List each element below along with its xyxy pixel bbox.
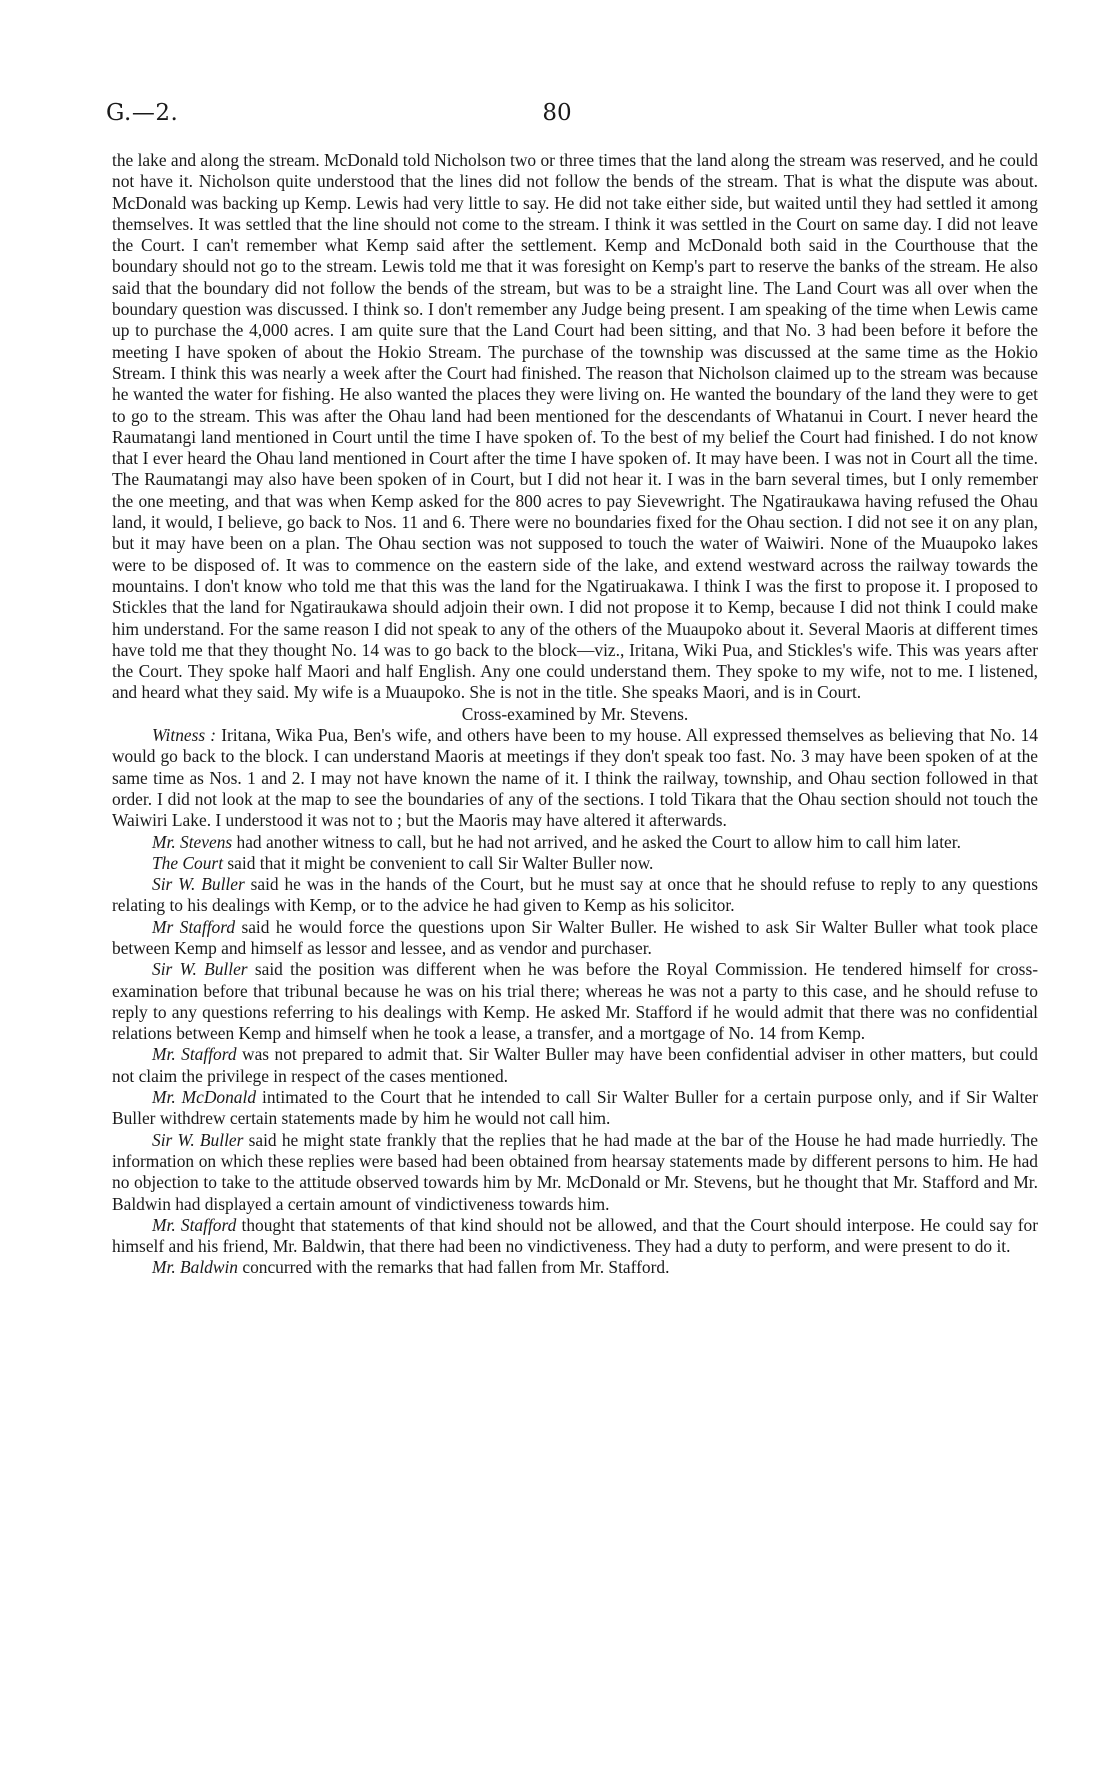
paragraph: Mr. McDonald intimated to the Court that he intended to call Sir Walter Buller for a certain purpose only, and if Sir Walter Buller withdrew certain statements made by him he would not call him. — [112, 1087, 1038, 1129]
paragraph: Sir W. Buller said the position was different when he was before the Royal Commission. He tendered himself for cross-examination before that tribunal because he was on his trial there; whereas he was not a party to this case, and he should refuse to reply to any questions referring to his dealings with Kemp. He asked Mr. Stafford if he would admit that there was no confidential relations between Kemp and himself when he took a lease, a transfer, and a mortgage of No. 14 from Kemp. — [112, 959, 1038, 1044]
speaker-name: Sir W. Buller — [152, 874, 245, 895]
paragraph: Mr. Baldwin concurred with the remarks that had fallen from Mr. Stafford. — [152, 1257, 670, 1278]
paragraph: Witness : Iritana, Wika Pua, Ben's wife, and others have been to my house. All expressed themselves as believing that No. 14 would go back to the block. I can understand Maoris at meetings if they don't speak too fast. No. 3 may have been spoken of at the same time as Nos. 1 and 2. I may not have known the name of it. I think the railway, township, and Ohau section followed in that order. I did not look at the map to see the boundaries of any of the sections. I told Tikara that the Ohau section should not touch the Waiwiri Lake. I understood it was not to ; but the Maoris may have altered it afterwards. — [112, 725, 1038, 831]
speaker-name: Witness : — [152, 725, 217, 746]
speaker-name: Mr. Stafford — [152, 1044, 237, 1065]
page-number: 80 — [542, 100, 572, 126]
paragraph: Mr Stafford said he would force the questions upon Sir Walter Buller. He wished to ask Sir Walter Buller what took place between Kemp and himself as lessor and lessee, and as vendor and purchaser. — [112, 916, 1038, 958]
paragraph: Sir W. Buller said he was in the hands of the Court, but he must say at once that he should refuse to reply to any questions relating to his dealings with Kemp, or to the advice he had given to Kemp as his solicitor. — [112, 874, 1038, 916]
document-body — [112, 150, 1038, 1279]
speaker-name: Mr. Baldwin — [152, 1257, 238, 1278]
section-heading: Cross-examined by Mr. Stevens. — [461, 703, 689, 724]
paragraph-testimony: the lake and along the stream. McDonald told Nicholson two or three times that the land along the stream was reserved, and he could not have it. Nicholson quite understood that the lines did not follow the bends of the stream. That is what the dispute was about. McDonald was backing up Kemp. Lewis had very little to say. He did not take either side, but waited until they had settled it among themselves. It was settled that the line should not come to the stream. I think it was settled in the Court on same day. I did not leave the Court. I can't remember what Kemp said after the settlement. Kemp and McDonald both said in the Courthouse that the boundary should not go to the stream. Lewis told me that it was foresight on Kemp's part to reserve the banks of the stream. He also said that the boundary did not follow the bends of the stream, but was to be a straight line. The Land Court was all over when the boundary question was discussed. I think so. I don't remember any Judge being present. I am speaking of the time when Lewis came up to purchase the 4,000 acres. I am quite sure that the Land Court had been sitting, and that No. 3 had been before it before the meeting I have spoken of about the Hokio Stream. The purchase of the township was discussed at the same time as the Hokio Stream. I think this was nearly a week after the Court had finished. The reason that Nicholson claimed up to the stream was because he wanted the water for fishing. He also wanted the places they were living on. He wanted the boundary of the land they were to get to go to the stream. This was after the Ohau land had been mentioned for the descendants of Whatanui in Court. I never heard the Raumatangi land mentioned in Court until the time I have spoken of. To the best of my belief the Court had finished. I do not know that I ever heard the Ohau land mentioned in Court after the time I have spoken of. It may have been. I was not in Court all the time. The Raumatangi may also have been spoken of in Court, but I did not hear it. I was in the barn several times, but I only remember the one meeting, and that was when Kemp asked for the 800 acres to pay Sievewright. The Ngatiraukawa having refused the Ohau land, it would, I believe, go back to Nos. 11 and 6. There were no boundaries fixed for the Ohau section. I did not see it on any plan, but it may have been on a plan. The Ohau section was not supposed to touch the water of Waiwiri. None of the Muaupoko lakes were to be disposed of. It was to commence on the eastern side of the lake, and extend westward across the railway towards the mountains. I don't know who told me that this was the land for the Ngatiruakawa. I think I was the first to propose it. I proposed to Stickles that the land for Ngatiraukawa should adjoin their own. I did not propose it to Kemp, because I did not think I could make him understand. For the same reason I did not speak to any of the others of the Muaupoko about it. Several Maoris at different times have told me that they thought No. 14 was to go back to the block—viz., Iritana, Wiki Pua, and Stickles's wife. This was years after the Court. They spoke half Maori and half English. Any one could understand them. They spoke to my wife, not to me. I listened, and heard what they said. My wife is a Muaupoko. She is not in the title. She speaks Maori, and is in Court. — [112, 150, 1038, 703]
speaker-name: Mr. Stevens — [152, 831, 233, 852]
speaker-name: The Court — [152, 852, 224, 873]
paragraph: Sir W. Buller said he might state frankly that the replies that he had made at the bar of the House he had made hurriedly. The information on which these replies were based had been obtained from hearsay statements made by different persons to him. He had no objection to take to the attitude observed towards him by Mr. McDonald or Mr. Stevens, but he thought that Mr. Stafford and Mr. Baldwin had displayed a certain amount of vindictiveness towards him. — [112, 1129, 1038, 1214]
document-reference: G.—2. — [106, 100, 179, 126]
paragraph: Mr. Stevens had another witness to call, but he had not arrived, and he asked the Court to allow him to call him later. — [152, 831, 961, 852]
speaker-name: Mr. McDonald — [152, 1087, 257, 1108]
speaker-name: Sir W. Buller — [152, 959, 248, 980]
speaker-name: Sir W. Buller — [152, 1129, 244, 1150]
speaker-name: Mr. Stafford — [152, 1214, 237, 1235]
paragraph: The Court said that it might be convenient to call Sir Walter Buller now. — [152, 852, 654, 873]
paragraph: Mr. Stafford was not prepared to admit that. Sir Walter Buller may have been confidential adviser in other matters, but could not claim the privilege in respect of the cases mentioned. — [112, 1044, 1039, 1086]
speaker-name: Mr Stafford — [152, 916, 236, 937]
paragraph: Mr. Stafford thought that statements of that kind should not be allowed, and that the Court should interpose. He could say for himself and his friend, Mr. Baldwin, that there had been no vindictiveness. They had a duty to perform, and were present to do it. — [112, 1214, 1039, 1257]
